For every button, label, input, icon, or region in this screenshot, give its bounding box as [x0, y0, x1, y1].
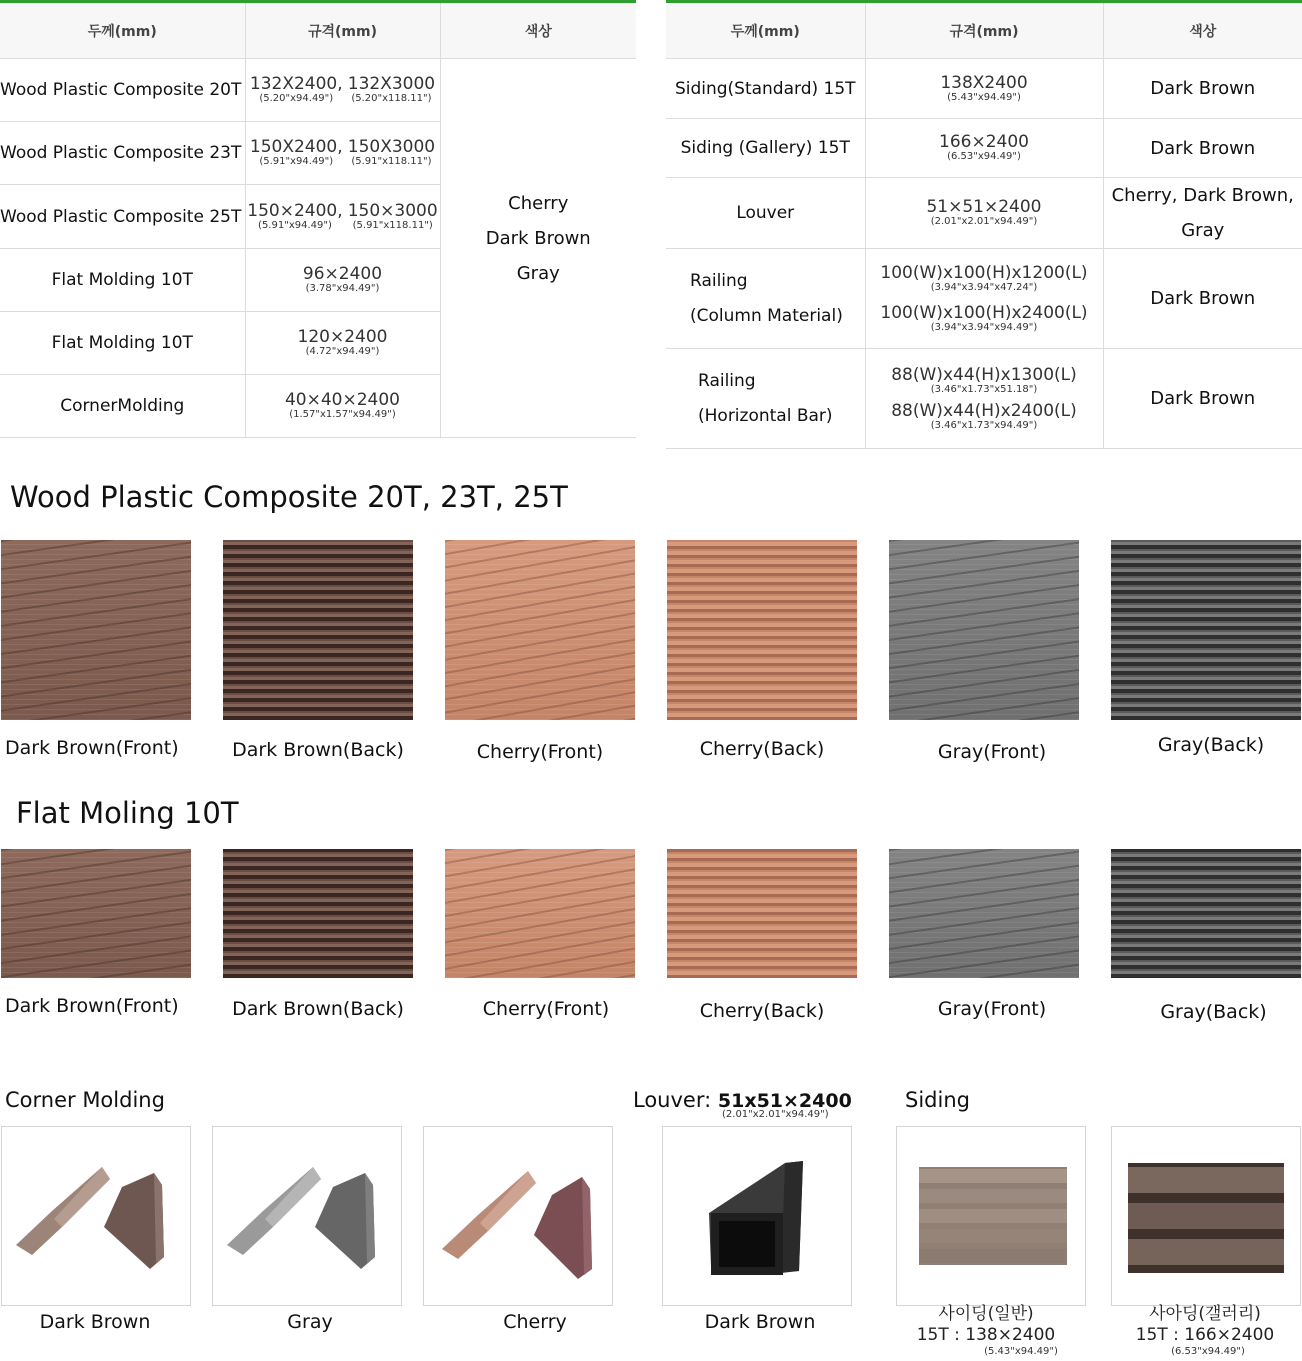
size-value: 138X2400 — [940, 72, 1028, 93]
size-inch: (4.72"x94.49") — [305, 346, 380, 357]
header-size: 규격(mm) — [865, 2, 1103, 59]
swatch-caption: Cherry(Back) — [699, 738, 825, 760]
siding-size-inch: (5.43"x94.49") — [984, 1346, 1058, 1357]
color-cell: Dark Brown — [1103, 119, 1302, 178]
size-cell — [245, 312, 440, 375]
size-inch: (2.01"x2.01"x94.49") — [930, 216, 1038, 227]
color-cherry: Cherry — [508, 192, 569, 214]
corner-molding-image — [213, 1127, 401, 1305]
siding-standard — [896, 1126, 1086, 1306]
siding-gallery-image — [1112, 1127, 1300, 1305]
swatch-caption: Cherry(Front) — [482, 998, 610, 1020]
size-value: 150X2400, — [249, 137, 343, 157]
wpc-section-title: Wood Plastic Composite 20T, 23T, 25T — [10, 480, 568, 514]
siding-section-title: Siding — [905, 1088, 970, 1112]
color-line: Gray — [1181, 220, 1225, 241]
swatch-caption: Gray(Front) — [937, 998, 1047, 1020]
size-value: 88(W)x44(H)x2400(L) — [891, 400, 1077, 421]
left-spec-table — [0, 0, 636, 438]
size-inch: (5.91"x118.11") — [351, 156, 432, 167]
size-value: 100(W)x100(H)x2400(L) — [880, 302, 1088, 323]
right-spec-table — [666, 0, 1302, 449]
siding-name: 사아딩(갤러리) — [1149, 1304, 1261, 1324]
louver-colon: : — [704, 1088, 712, 1112]
siding-size-inch: (6.53"x94.49") — [1171, 1346, 1245, 1357]
size-value: 166×2400 — [939, 132, 1029, 152]
size-cell — [245, 249, 440, 312]
size-value: 96×2400 — [302, 264, 383, 284]
color-cell: Dark Brown — [1103, 59, 1302, 119]
siding-gallery — [1111, 1126, 1301, 1306]
size-inch: (3.46"x1.73"x94.49") — [930, 419, 1038, 431]
size-inch: (5.91"x118.11") — [352, 219, 433, 231]
swatch-caption: Cherry(Front) — [476, 741, 604, 763]
product-name: Louver — [666, 178, 865, 249]
swatch-caption: Gray(Back) — [1160, 1001, 1267, 1023]
swatch-caption: Dark Brown(Back) — [232, 739, 404, 761]
header-color: 색상 — [1103, 2, 1302, 59]
corner-section-title: Corner Molding — [5, 1088, 165, 1112]
size-cell — [865, 119, 1103, 178]
swatch-gray-back — [1111, 540, 1301, 720]
corner-caption: Gray — [287, 1311, 333, 1333]
swatch-caption: Dark Brown(Front) — [5, 737, 179, 759]
size-value: 132X2400, — [249, 74, 343, 94]
louver-caption: Dark Brown — [704, 1311, 816, 1333]
header-thickness: 두께(mm) — [666, 2, 865, 59]
size-value: 100(W)x100(H)x1200(L) — [880, 262, 1088, 283]
color-list — [440, 59, 636, 438]
louver-size: 51x51×2400 — [717, 1090, 852, 1112]
header-size: 규격(mm) — [245, 2, 440, 59]
swatch-cherry-front — [445, 849, 635, 978]
size-inch: (5.20"x118.11") — [351, 93, 432, 104]
size-inch: (5.91"x94.49") — [259, 156, 334, 167]
swatch-caption: Gray(Back) — [1157, 734, 1265, 756]
size-value: 150×2400, — [247, 200, 343, 221]
size-inch: (3.94"x3.94"x47.24") — [930, 281, 1038, 293]
size-value: 88(W)x44(H)x1300(L) — [891, 364, 1077, 385]
size-inch: (3.94"x3.94"x94.49") — [930, 321, 1038, 333]
product-name-line1: Railing — [690, 270, 748, 291]
size-value: 150X3000 — [347, 137, 436, 157]
size-value: 120×2400 — [297, 327, 388, 347]
corner-molding-image — [2, 1127, 190, 1305]
size-cell — [865, 178, 1103, 249]
louver-size-inch: (2.01"x2.01"x94.49") — [722, 1109, 829, 1120]
color-line: Cherry, Dark Brown, — [1111, 185, 1294, 206]
size-inch: (5.91"x94.49") — [258, 219, 332, 231]
size-cell — [245, 375, 440, 438]
swatch-caption: Gray(Front) — [937, 741, 1047, 763]
size-cell — [865, 249, 1103, 349]
corner-caption: Cherry — [503, 1311, 567, 1333]
swatch-caption: Dark Brown(Back) — [232, 998, 404, 1020]
swatch-caption: Cherry(Back) — [699, 1000, 825, 1022]
size-cell — [245, 59, 440, 122]
swatch-dark-brown-back — [223, 849, 413, 978]
size-cell — [245, 185, 440, 249]
size-cell — [865, 59, 1103, 119]
color-cell: Dark Brown — [1103, 249, 1302, 349]
size-value: 40×40×2400 — [284, 390, 400, 410]
product-name: Siding (Gallery) 15T — [666, 119, 865, 178]
corner-molding-image — [424, 1127, 612, 1305]
product-name: Flat Molding 10T — [0, 249, 245, 312]
size-value: 150×3000 — [347, 200, 438, 221]
header-thickness: 두께(mm) — [0, 2, 245, 59]
size-cell — [865, 349, 1103, 449]
size-inch: (6.53"x94.49") — [947, 151, 1021, 162]
product-name-line1: Railing — [698, 370, 756, 391]
product-name: Wood Plastic Composite 20T — [0, 59, 245, 122]
product-name-line2: (Column Material) — [690, 305, 843, 326]
siding-standard-image — [897, 1127, 1085, 1305]
product-name: CornerMolding — [0, 375, 245, 438]
product-name: Wood Plastic Composite 23T — [0, 122, 245, 185]
product-name: Wood Plastic Composite 25T — [0, 185, 245, 249]
swatch-cherry-back — [667, 540, 857, 720]
product-name: Flat Molding 10T — [0, 312, 245, 375]
louver-image — [663, 1127, 851, 1305]
product-name — [666, 349, 865, 449]
siding-size: 15T : 138×2400 — [916, 1325, 1056, 1345]
header-color: 색상 — [440, 2, 636, 59]
size-inch: (5.20"x94.49") — [259, 93, 334, 104]
siding-gallery-info — [1111, 1304, 1299, 1358]
color-dark-brown: Dark Brown — [485, 227, 591, 249]
siding-standard-info — [896, 1304, 1076, 1358]
corner-molding-cherry — [423, 1126, 613, 1306]
product-name: Siding(Standard) 15T — [666, 59, 865, 119]
siding-name: 사이딩(일반) — [938, 1304, 1034, 1324]
product-name-line2: (Horizontal Bar) — [698, 405, 833, 426]
color-gray: Gray — [516, 262, 560, 284]
louver-product — [662, 1126, 852, 1306]
swatch-caption: Dark Brown(Front) — [5, 995, 179, 1017]
product-name — [666, 249, 865, 349]
color-cell: Dark Brown — [1103, 349, 1302, 449]
size-inch: (3.46"x1.73"x51.18") — [930, 383, 1038, 395]
size-cell — [245, 122, 440, 185]
swatch-gray-front — [889, 849, 1079, 978]
size-value: 132X3000 — [347, 74, 436, 94]
size-inch: (5.43"x94.49") — [947, 91, 1021, 103]
swatch-cherry-back — [667, 849, 857, 978]
corner-molding-dark-brown — [1, 1126, 191, 1306]
size-value: 51×51×2400 — [926, 197, 1042, 217]
corner-molding-gray — [212, 1126, 402, 1306]
flat-section-title: Flat Moling 10T — [16, 796, 239, 830]
size-inch: (3.78"x94.49") — [305, 283, 380, 294]
color-cell — [1103, 178, 1302, 249]
swatch-dark-brown-front — [1, 540, 191, 720]
corner-caption: Dark Brown — [39, 1311, 151, 1333]
size-inch: (1.57"x1.57"x94.49") — [289, 409, 396, 420]
louver-title: Louver — [633, 1088, 705, 1112]
swatch-gray-front — [889, 540, 1079, 720]
swatch-dark-brown-back — [223, 540, 413, 720]
siding-size: 15T : 166×2400 — [1135, 1325, 1275, 1345]
swatch-gray-back — [1111, 849, 1301, 978]
swatch-cherry-front — [445, 540, 635, 720]
swatch-dark-brown-front — [1, 849, 191, 978]
